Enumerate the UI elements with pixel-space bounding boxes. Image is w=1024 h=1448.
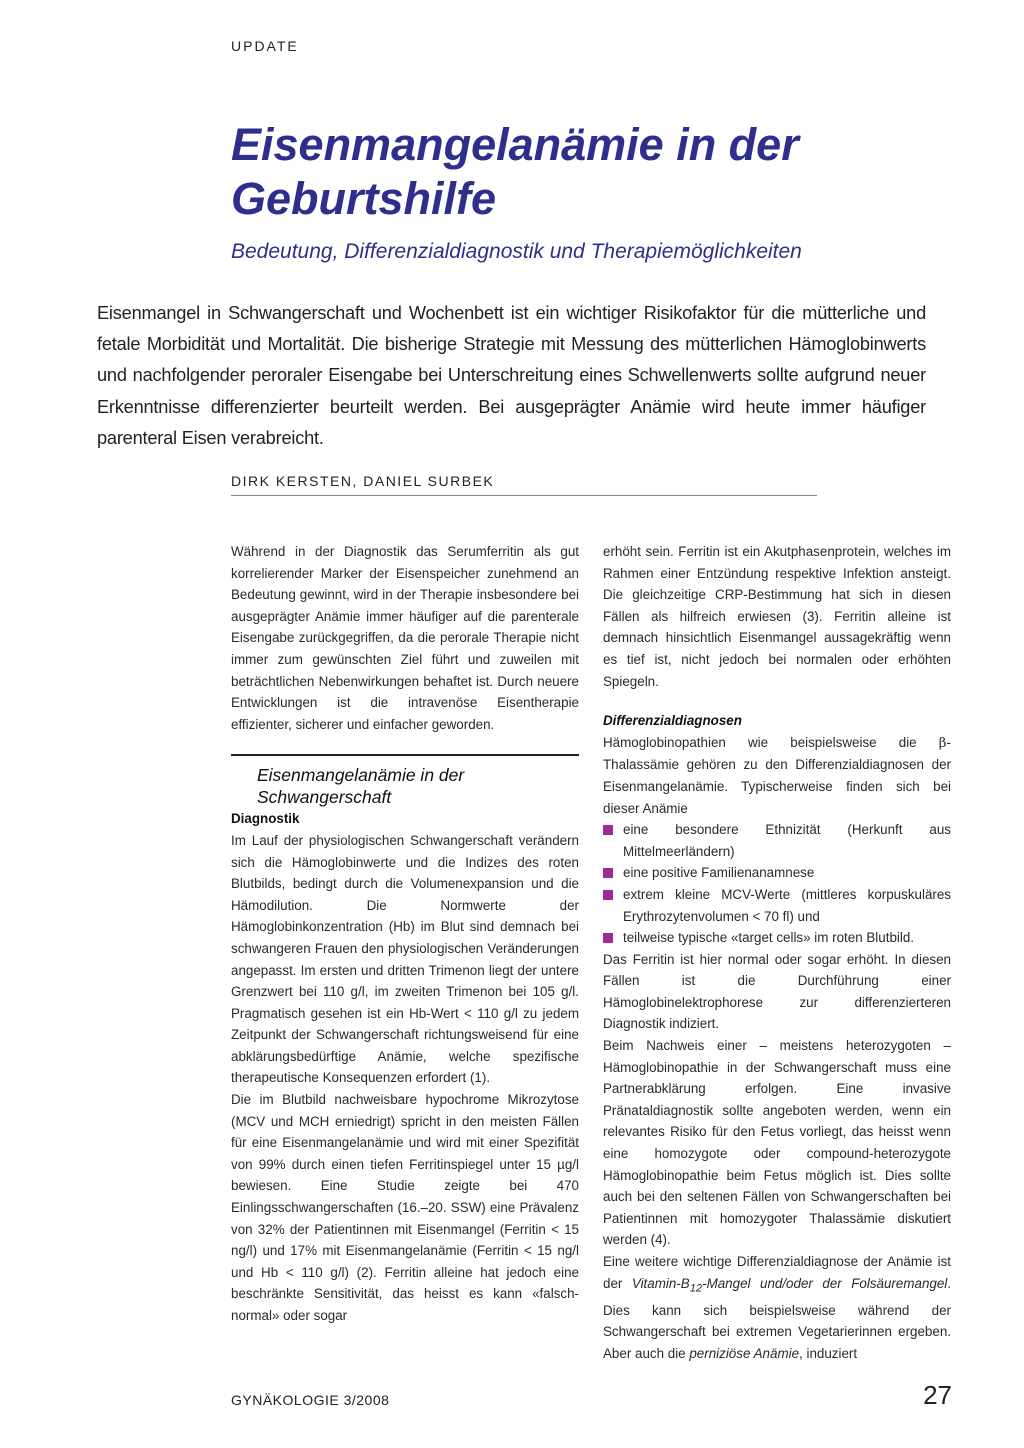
body-paragraph: Die im Blutbild nachweisbare hypochrome Mikrozytose (MCV und MCH erniedrigt) spricht in den meisten Fällen für eine Eisenmangelanämie und wird mit einer Spezifität von 99% durch einen tiefen Ferritinspiegel unter 15 µg/l bewiesen. Eine Studie zeigte bei 470 Einlingsschwangerschaften (16.–20. SSW) eine Prävalenz von 32% der Patientinnen mit Eisenmangel (Ferritin < 15 ng/l) und 17% mit Eisenmangelanämie (Ferritin < 15 ng/l und Hb < 110 g/l) (2). Ferritin alleine hat jedoch eine beschränkte Sensitivität, das heisst es kann «falsch-normal» oder sogar [231, 1092, 579, 1323]
list-item [603, 819, 951, 862]
section-heading-line-1: Eisenmangelanämie in der [257, 765, 465, 786]
text-run: Hämoglobinopathien wie beispielsweise die [603, 734, 939, 750]
article-title: Eisenmangelanämie in der Geburtshilfe [231, 119, 799, 224]
body-paragraph: erhöht sein. Ferritin ist ein Akutphasenprotein, welches im Rahmen einer Entzündung respektive Infektion ansteigt. Die gleichzeitige CRP-Bestimmung hat sich in diesen Fällen als hilfreich erwiesen (3). Ferritin alleine ist demnach hinsichtlich Eisenmangel aussagekräftig wenn es tief ist, nicht jedoch bei normalen oder erhöhten Spiegeln. [603, 544, 951, 689]
subheading-differenzialdiagnosen: Differenzialdiagnosen [603, 713, 742, 729]
square-bullet-icon [603, 933, 613, 943]
list-item-text: teilweise typische «target cells» im roten Blutbild. [623, 930, 915, 946]
body-paragraph: Das Ferritin ist hier normal oder sogar erhöht. In diesen Fällen ist die Durchführung einer Hämoglobinelektrophorese zur differenzierteren Diagnostik indiziert. [603, 951, 951, 1032]
list-item-text: eine besondere Ethnizität (Herkunft aus Mittelmeerländern) [623, 822, 951, 859]
section-heading [257, 764, 579, 808]
subscript: 12 [689, 1282, 703, 1295]
lead-paragraph: Eisenmangel in Schwangerschaft und Wochenbett ist ein wichtiger Risikofaktor für die mütterliche und fetale Morbidität und Mortalität. Die bisherige Strategie mit Messung des mütterlichen Hämoglobinwerts und nachfolgender peroraler Eisengabe bei Unterschreitung eines Schwellenwerts sollte aufgrund neuer Erkenntnisse differenzierter beurteilt werden. Bei ausgeprägter Anämie wird heute immer häufiger parenteral Eisen verabreicht. [97, 303, 926, 448]
column-left [231, 541, 579, 1327]
list-item-text: extrem kleine MCV-Werte (mittleres korpuskuläres Erythrozytenvolumen < 70 fl) und [623, 886, 951, 924]
list-item [603, 927, 951, 949]
square-bullet-icon [603, 868, 613, 878]
body-paragraph: Beim Nachweis einer – meistens heterozygoten – Hämoglobinopathie in der Schwangerschaft muss eine Partnerabklärung erfolgen. Eine invasive Pränataldiagnostik sollte angeboten werden, wenn ein relevantes Risiko für den Fetus vorliegt, das heisst wenn eine homozygote oder compound-heterozygote Hämoglobinopathie beim Fetus möglich ist. Dies sollte auch bei den seltenen Fällen von Schwangerschaften bei Patientinnen mit homozygoter Thalassämie diskutiert werden (4). [603, 1038, 951, 1248]
text-run: , induziert [799, 1346, 858, 1362]
text-run: -Thalassämie gehören zu den Differenzialdiagnosen der Eisenmangelanämie. Typischerweise finden sich bei dieser Anämie [603, 734, 951, 816]
text-run: -Mangel und/oder der Folsäuremangel [702, 1275, 948, 1291]
column-right [603, 541, 951, 1365]
body-paragraph [603, 732, 951, 819]
italic-term: perniziöse Anämie [689, 1346, 800, 1362]
article-subtitle: Bedeutung, Differenzialdiagnostik und Therapiemöglichkeiten [231, 240, 802, 263]
section-tag: UPDATE [231, 38, 299, 54]
body-paragraph: Im Lauf der physiologischen Schwangerschaft verändern sich die Hämoglobinwerte und die Indizes des roten Blutbilds, bedingt durch die Volumenexpansion und die Hämodilution. Die Normwerte der Hämoglobinkonzentration (Hb) im Blut sind demnach bei schwangeren Frauen den physiologischen Veränderungen angepasst. Im ersten und dritten Trimenon liegt der untere Grenzwert bei 110 g/l, im zweiten Trimenon bei 105 g/l. Pragmatisch gesehen ist ein Hb-Wert < 110 g/l zu jedem Zeitpunkt der Schwangerschaft richtungsweisend für eine abklärungsbedürftige Anämie, welche spezifische therapeutische Konsequenzen erfordert (1). [231, 832, 579, 1086]
authors: DIRK KERSTEN, DANIEL SURBEK [231, 473, 495, 489]
italic-term [631, 1275, 948, 1295]
authors-divider [231, 495, 817, 496]
list-item-text: eine positive Familienanamnese [623, 865, 815, 881]
intro-paragraph: Während in der Diagnostik das Serumferritin als gut korrelierender Marker der Eisenspeicher zunehmend an Bedeutung gewinnt, wird in der Therapie insbesondere bei ausgeprägter Anämie immer häufiger auf die parenterale Eisengabe zurückgegriffen, da die perorale Therapie nicht immer zum gewünschten Ziel führt und zuweilen mit beträchtlichen Nebenwirkungen behaftet ist. Durch neuere Entwicklungen ist die intravenöse Eisentherapie effizienter, sicherer und einfacher geworden. [231, 544, 579, 732]
page-number: 27 [923, 1380, 952, 1410]
square-bullet-icon [603, 890, 613, 900]
section-heading-line-2: Schwangerschaft [257, 787, 392, 808]
body-paragraph [603, 1251, 951, 1365]
text-run: Vitamin-B [631, 1275, 690, 1291]
journal-issue: GYNÄKOLOGIE 3/2008 [231, 1392, 390, 1408]
subheading-diagnostik: Diagnostik [231, 811, 300, 827]
list-item [603, 862, 951, 884]
square-bullet-icon [603, 825, 613, 835]
text-run: . Dies kann sich beispielsweise während der Schwangerschaft bei extremen Vegetarierinnen ergeben. Aber auch die [603, 1275, 951, 1362]
text-run: Eine weitere wichtige Differenzialdiagnose der Anämie ist der [603, 1254, 951, 1291]
beta-symbol: β [938, 735, 947, 751]
list-item [603, 884, 951, 927]
bullet-list [603, 819, 951, 949]
section-divider [231, 754, 579, 756]
